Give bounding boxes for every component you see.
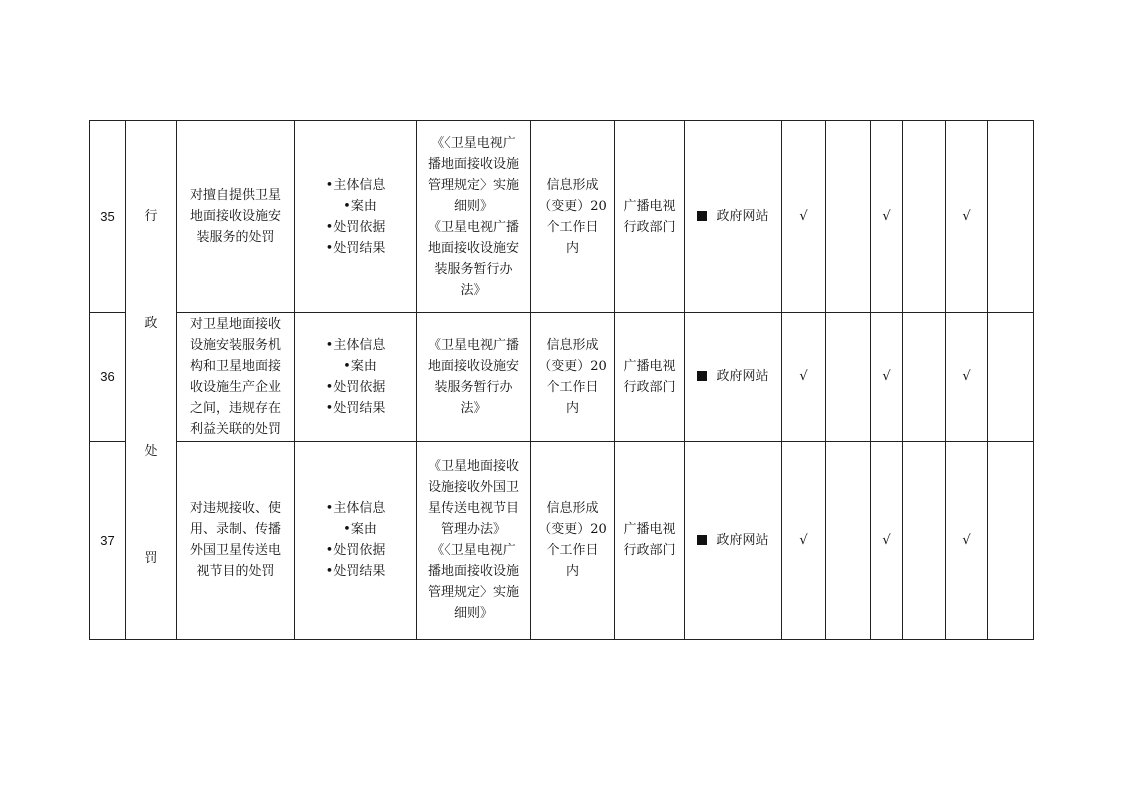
subject-line: 广播电视	[623, 358, 676, 374]
check-cell: √	[946, 121, 988, 313]
subject-line: 行政部门	[623, 219, 676, 235]
disclosure-table	[89, 120, 1034, 640]
basis-cell	[417, 313, 531, 441]
time-limit-cell	[531, 121, 615, 313]
basis-line: 设施接收外国卫	[427, 480, 519, 496]
category-char: 政	[144, 316, 158, 331]
subject-line: 行政部门	[623, 379, 676, 395]
basis-line: 装服务暂行办	[434, 379, 513, 395]
basis-line: 地面接收设施安	[427, 358, 519, 374]
item-line: 视节目的处罚	[196, 564, 275, 580]
basis-line: 管理办法》	[440, 522, 506, 538]
content-line: •处罚结果	[325, 400, 386, 416]
item-line: 对擅自提供卫星	[189, 188, 281, 204]
subject-line: 行政部门	[623, 543, 676, 559]
check-cell	[988, 313, 1034, 441]
time-line: 个工作日	[546, 219, 599, 235]
item-line: 构和卫星地面接	[189, 358, 281, 374]
item-name-cell	[177, 441, 295, 639]
basis-line: 装服务暂行办	[434, 261, 513, 277]
time-line: （变更）20	[538, 198, 607, 214]
content-cell	[295, 121, 417, 313]
basis-cell	[417, 121, 531, 313]
filled-square-icon	[697, 371, 707, 381]
time-line: 信息形成	[546, 501, 599, 517]
channel-label: 政府网站	[716, 209, 769, 225]
check-cell	[903, 441, 946, 639]
item-line: 对违规接收、使	[189, 501, 281, 517]
time-line: 信息形成	[546, 337, 599, 353]
basis-line: 细则》	[453, 606, 493, 622]
category-char: 罚	[144, 551, 158, 566]
check-cell: √	[782, 441, 826, 639]
check-cell	[903, 121, 946, 313]
content-line: •处罚结果	[325, 564, 386, 580]
item-line: 收设施生产企业	[189, 379, 281, 395]
subject-line: 广播电视	[623, 198, 676, 214]
basis-line: 法》	[460, 400, 487, 416]
category-cell	[126, 121, 177, 640]
item-line: 装服务的处罚	[196, 230, 275, 246]
content-line: •主体信息	[325, 177, 386, 193]
content-line: •案由	[343, 358, 377, 374]
item-line: 外国卫星传送电	[189, 543, 281, 559]
content-line: •案由	[343, 198, 377, 214]
table-row	[90, 121, 1034, 313]
table-row	[90, 441, 1034, 639]
subject-cell	[615, 441, 685, 639]
content-cell	[295, 441, 417, 639]
check-cell	[826, 313, 871, 441]
item-line: 之间，违规存在	[189, 400, 281, 416]
subject-cell	[615, 121, 685, 313]
basis-line: 法》	[460, 282, 487, 298]
time-limit-cell	[531, 313, 615, 441]
category-char: 行	[144, 209, 158, 224]
filled-square-icon	[697, 535, 707, 545]
item-line: 地面接收设施安	[189, 209, 281, 225]
basis-line: 《〈卫星电视广	[431, 543, 516, 559]
channel-cell	[685, 313, 782, 441]
time-line: （变更）20	[538, 358, 607, 374]
filled-square-icon	[697, 211, 707, 221]
subject-line: 广播电视	[623, 522, 676, 538]
basis-line: 星传送电视节目	[427, 501, 519, 517]
time-line: 内	[565, 240, 579, 256]
item-line: 利益关联的处罚	[189, 421, 281, 437]
basis-line: 《卫星电视广播	[427, 219, 519, 235]
table-row	[90, 313, 1034, 441]
item-line: 设施安装服务机	[189, 337, 281, 353]
check-cell: √	[871, 313, 903, 441]
check-cell	[903, 313, 946, 441]
basis-line: 《卫星地面接收	[427, 459, 519, 475]
row-number: 35	[90, 121, 126, 313]
basis-line: 播地面接收设施	[427, 564, 519, 580]
row-number: 36	[90, 313, 126, 441]
time-limit-cell	[531, 441, 615, 639]
check-cell	[826, 441, 871, 639]
check-cell: √	[946, 313, 988, 441]
basis-line: 播地面接收设施	[427, 156, 519, 172]
check-cell: √	[871, 441, 903, 639]
time-line: 内	[565, 400, 579, 416]
basis-line: 地面接收设施安	[427, 240, 519, 256]
time-line: 内	[565, 564, 579, 580]
check-cell	[988, 121, 1034, 313]
content-line: •处罚依据	[325, 219, 386, 235]
basis-line: 管理规定〉实施	[427, 585, 519, 601]
channel-label: 政府网站	[716, 532, 769, 548]
content-line: •处罚结果	[325, 240, 386, 256]
basis-line: 《卫星电视广播	[427, 337, 519, 353]
item-name-cell	[177, 313, 295, 441]
time-line: 个工作日	[546, 543, 599, 559]
check-cell: √	[782, 313, 826, 441]
basis-line: 管理规定〉实施	[427, 177, 519, 193]
item-name-cell	[177, 121, 295, 313]
basis-line: 《〈卫星电视广	[431, 135, 516, 151]
check-cell	[826, 121, 871, 313]
content-line: •处罚依据	[325, 543, 386, 559]
item-line: 用、录制、传播	[189, 522, 281, 538]
subject-cell	[615, 313, 685, 441]
check-cell: √	[871, 121, 903, 313]
content-line: •处罚依据	[325, 379, 386, 395]
basis-cell	[417, 441, 531, 639]
time-line: 信息形成	[546, 177, 599, 193]
content-line: •主体信息	[325, 501, 386, 517]
time-line: （变更）20	[538, 522, 607, 538]
time-line: 个工作日	[546, 379, 599, 395]
basis-line: 细则》	[453, 198, 493, 214]
content-cell	[295, 313, 417, 441]
channel-cell	[685, 121, 782, 313]
content-line: •主体信息	[325, 337, 386, 353]
channel-label: 政府网站	[716, 369, 769, 385]
category-char: 处	[144, 444, 158, 459]
row-number: 37	[90, 441, 126, 639]
check-cell: √	[782, 121, 826, 313]
channel-cell	[685, 441, 782, 639]
content-line: •案由	[343, 522, 377, 538]
check-cell	[988, 441, 1034, 639]
item-line: 对卫星地面接收	[189, 316, 281, 332]
check-cell: √	[946, 441, 988, 639]
